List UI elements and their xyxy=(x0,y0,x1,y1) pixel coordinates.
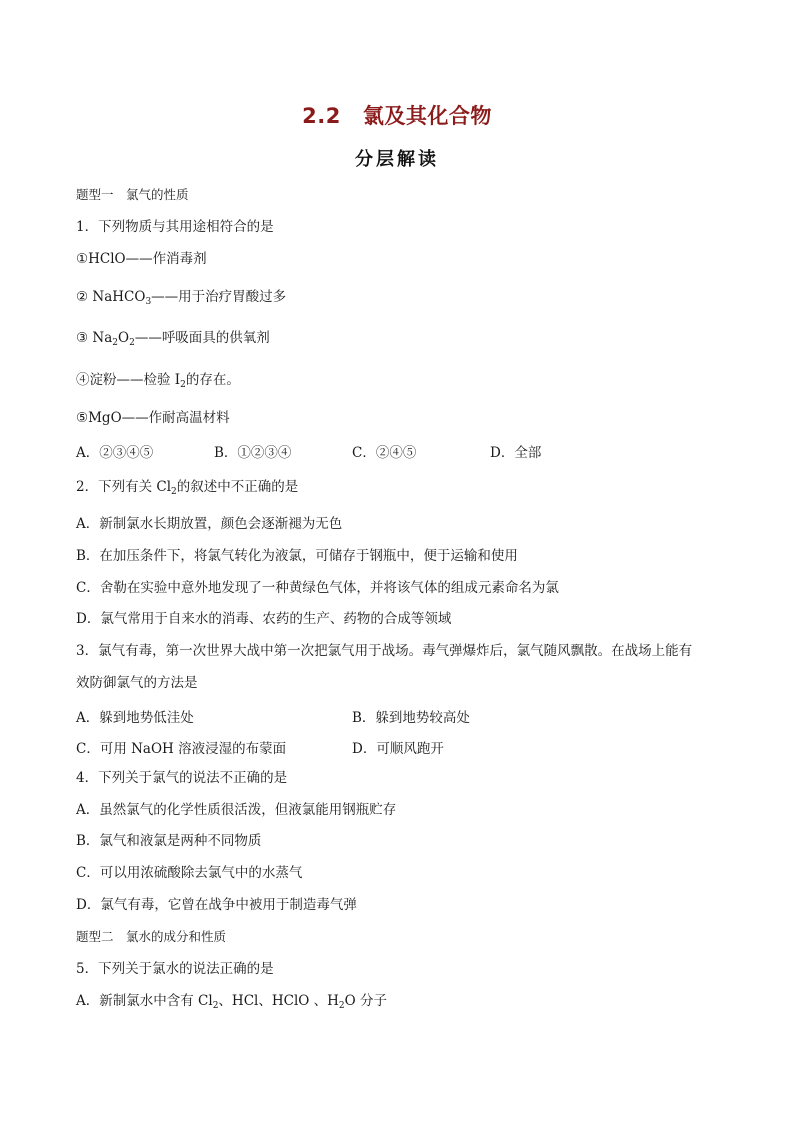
q4-option-c: C．可以用浓硫酸除去氯气中的水蒸气 xyxy=(76,865,303,881)
q5-option-a-text-end: O 分子 xyxy=(344,993,387,1009)
q5-option-a xyxy=(76,992,387,1015)
q4-option-d: D．氯气有毒，它曾在战争中被用于制造毒气弹 xyxy=(76,897,357,913)
q1-item-3 xyxy=(76,329,270,352)
q1-item-2-subscript: 3 xyxy=(145,297,152,307)
page-title xyxy=(0,100,794,130)
q5-option-a-subscript-2: 2 xyxy=(338,1001,345,1011)
q5-option-a-subscript-1: 2 xyxy=(212,1001,219,1011)
q1-item-3-text: ——呼吸面具的供氧剂 xyxy=(134,330,270,346)
q1-item-2 xyxy=(76,288,286,311)
q2-option-b: B．在加压条件下，将氯气转化为液氯，可储存于钢瓶中，便于运输和使用 xyxy=(76,548,518,564)
q1-item-1: ①HClO——作消毒剂 xyxy=(76,251,207,267)
q4-stem: 4．下列关于氯气的说法不正确的是 xyxy=(76,770,288,786)
q3-option-b: B．躲到地势较高处 xyxy=(352,710,470,726)
section-heading-1: 题型一 氯气的性质 xyxy=(76,187,189,202)
q5-stem: 5．下列关于氯水的说法正确的是 xyxy=(76,961,274,977)
q1-item-4-text: ④淀粉——检验 I xyxy=(76,372,181,388)
q1-item-5: ⑤MgO——作耐高温材料 xyxy=(76,410,230,426)
q5-option-a-text: A．新制氯水中含有 Cl xyxy=(76,993,213,1009)
q3-stem-line-1: 3．氯气有毒，第一次世界大战中第一次把氯气用于战场。毒气弹爆炸后，氯气随风飘散。在战场上能有 xyxy=(76,643,693,659)
q2-option-a: A．新制氯水长期放置，颜色会逐渐褪为无色 xyxy=(76,516,343,532)
q1-option-d: D．全部 xyxy=(490,445,542,461)
q3-stem-line-2: 效防御氯气的方法是 xyxy=(76,675,198,691)
q2-stem xyxy=(76,478,298,501)
q3-option-d: D．可顺风跑开 xyxy=(352,741,444,757)
q1-item-3-formula-mid: O xyxy=(118,330,130,346)
q1-item-3-subscript-2: 2 xyxy=(129,338,135,348)
q2-option-c: C．舍勒在实验中意外地发现了一种黄绿色气体，并将该气体的组成元素命名为氯 xyxy=(76,580,559,596)
page-subtitle: 分层解读 xyxy=(355,149,439,170)
q1-item-3-subscript-1: 2 xyxy=(112,338,118,348)
q2-option-d: D．氯气常用于自来水的消毒、农药的生产、药物的合成等领域 xyxy=(76,611,452,627)
q1-item-2-formula: ② NaHCO xyxy=(76,289,146,305)
q1-option-a: A．②③④⑤ xyxy=(76,445,154,461)
q1-item-2-text: ——用于治疗胃酸过多 xyxy=(151,289,287,305)
q2-stem-text-end: 的叙述中不正确的是 xyxy=(176,479,299,495)
q2-stem-text: 2．下列有关 Cl xyxy=(76,479,172,495)
section-heading-2: 题型二 氯水的成分和性质 xyxy=(76,929,227,944)
q4-option-b: B．氯气和液氯是两种不同物质 xyxy=(76,833,262,849)
q1-item-4 xyxy=(76,371,240,394)
q1-item-4-text-end: 的存在。 xyxy=(185,372,240,388)
title-number: 2.2 xyxy=(302,104,341,128)
q1-option-b: B．①②③④ xyxy=(214,445,292,461)
q5-option-a-text-mid: 、HCl、HClO 、H xyxy=(218,993,339,1009)
q3-option-a: A．躲到地势低洼处 xyxy=(76,710,194,726)
q2-stem-subscript: 2 xyxy=(171,487,177,497)
q1-item-4-subscript: 2 xyxy=(180,380,186,390)
q1-item-3-formula: ③ Na xyxy=(76,330,113,346)
q1-stem: 1．下列物质与其用途相符合的是 xyxy=(76,219,274,235)
q3-option-c: C．可用 NaOH 溶液浸湿的布蒙面 xyxy=(76,741,287,757)
q4-option-a: A．虽然氯气的化学性质很活泼，但液氯能用钢瓶贮存 xyxy=(76,802,397,818)
q1-option-c: C．②④⑤ xyxy=(352,445,417,461)
title-text: 氯及其化合物 xyxy=(362,104,492,128)
